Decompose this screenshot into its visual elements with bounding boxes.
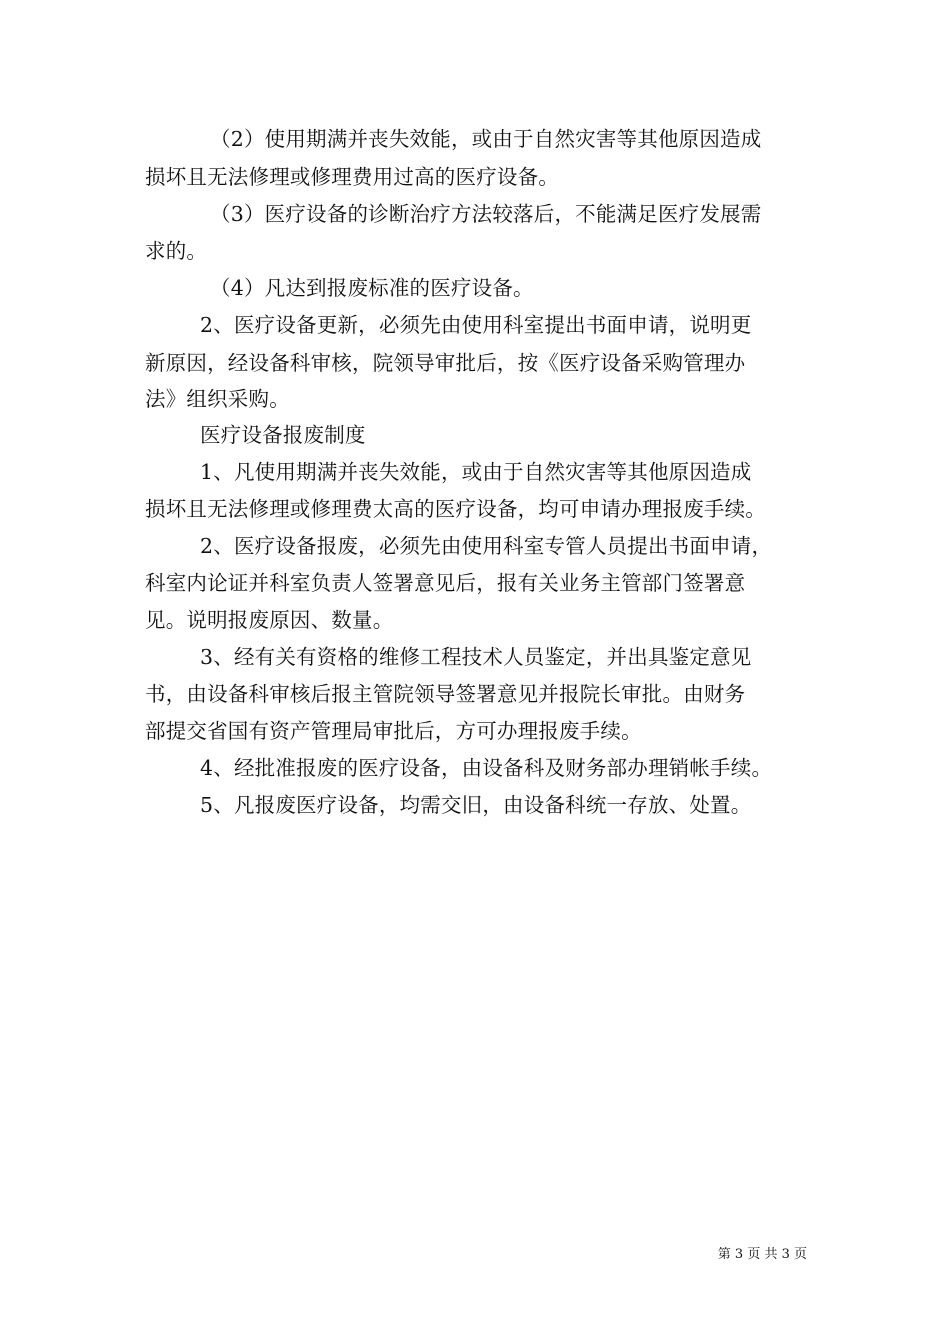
text-line: 1、凡使用期满并丧失效能，或由于自然灾害等其他原因造成 [200,460,752,484]
text-line: 5、凡报废医疗设备，均需交旧，由设备科统一存放、处置。 [200,793,752,817]
text-line: （2）使用期满并丧失效能，或由于自然灾害等其他原因造成 [210,127,762,151]
text-line: （3）医疗设备的诊断治疗方法较落后，不能满足医疗发展需 [210,202,762,226]
text-line: 见。说明报废原因、数量。 [145,608,394,632]
text-line: 损坏且无法修理或修理费用过高的医疗设备。 [145,165,559,189]
text-line: 3、经有关有资格的维修工程技术人员鉴定，并出具鉴定意见 [200,645,752,669]
text-line: 损坏且无法修理或修理费太高的医疗设备，均可申请办理报废手续。 [145,497,766,521]
text-line: 4、经批准报废的医疗设备，由设备科及财务部办理销帐手续。 [200,756,773,780]
text-line: 部提交省国有资产管理局审批后，方可办理报废手续。 [145,719,642,743]
text-line: 法》组织采购。 [145,387,290,411]
text-line: 科室内论证并科室负责人签署意见后，报有关业务主管部门签署意 [145,571,746,595]
text-line: 2、医疗设备更新，必须先由使用科室提出书面申请，说明更 [200,313,752,337]
section-heading: 医疗设备报废制度 [200,423,366,447]
text-line: 求的。 [145,239,208,263]
page-number: 第 3 页 共 3 页 [717,1247,807,1262]
text-line: （4）凡达到报废标准的医疗设备。 [210,276,534,300]
text-line: 2、医疗设备报废，必须先由使用科室专管人员提出书面申请， [200,534,773,558]
text-line: 书，由设备科审核后报主管院领导签署意见并报院长审批。由财务 [145,682,746,706]
text-line: 新原因，经设备科审核，院领导审批后，按《医疗设备采购管理办 [145,351,746,375]
